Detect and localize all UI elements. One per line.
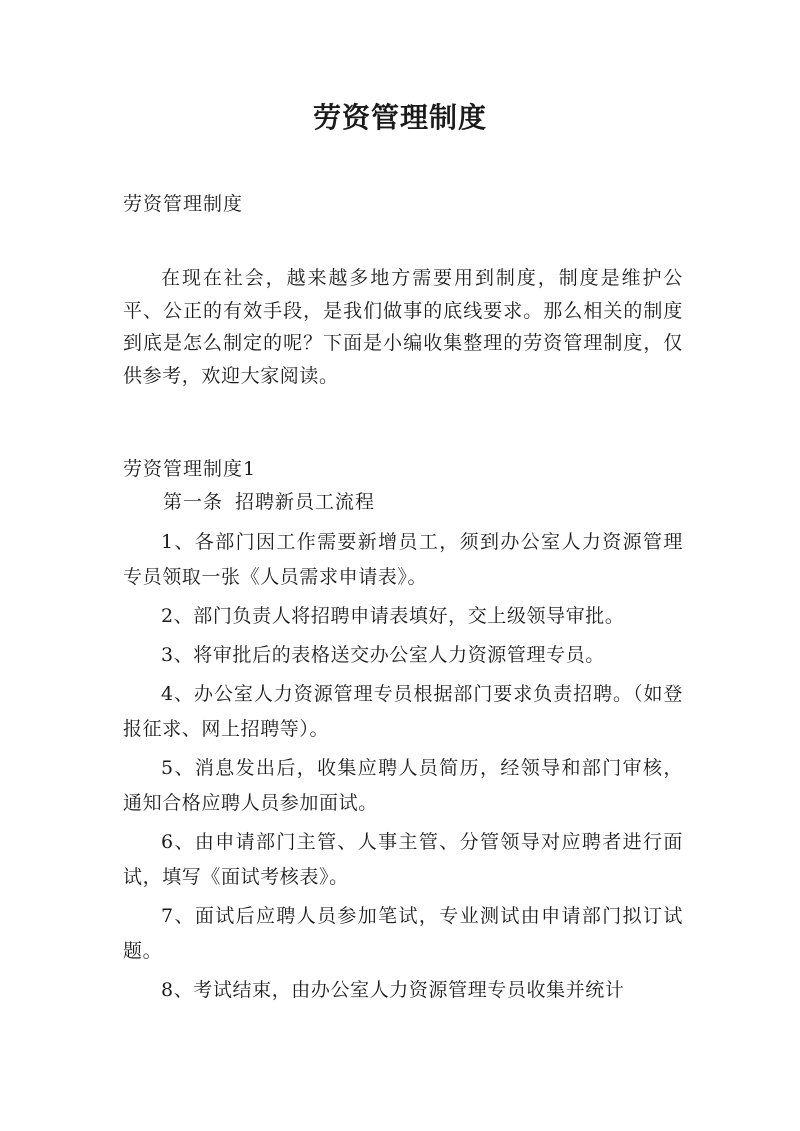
procedure-item: 3、将审批后的表格送交办公室人力资源管理专员。 (161, 644, 605, 666)
article-number: 第一条 (163, 491, 224, 513)
procedure-item: 6、由申请部门主管、人事主管、分管领导对应聘者进行面试，填写《面试考核表》。 (123, 831, 683, 888)
document-title: 劳资管理制度 (312, 101, 487, 134)
intro-paragraph: 在现在社会，越来越多地方需要用到制度，制度是维护公平、公正的有效手段，是我们做事的底线要求。那么相关的制度到底是怎么制定的呢？下面是小编收集整理的劳资管理制度，仅供参考，欢迎大家阅读。 (123, 267, 683, 387)
procedure-item: 5、消息发出后，收集应聘人员简历，经领导和部门审核，通知合格应聘人员参加面试。 (123, 757, 683, 814)
document-subtitle: 劳资管理制度 (123, 193, 244, 215)
procedure-item: 7、面试后应聘人员参加笔试，专业测试由申请部门拟订试题。 (123, 905, 683, 962)
procedure-list (123, 525, 683, 1012)
section-heading: 劳资管理制度1 (123, 458, 257, 480)
procedure-item: 1、各部门因工作需要新增员工，须到办公室人力资源管理专员领取一张《人员需求申请表》。 (123, 531, 683, 588)
procedure-item: 4、办公室人力资源管理专员根据部门要求负责招聘。（如登报征求、网上招聘等）。 (123, 683, 683, 740)
article-title: 招聘新员工流程 (235, 491, 376, 513)
article-heading (163, 488, 375, 516)
procedure-item: 2、部门负责人将招聘申请表填好，交上级领导审批。 (161, 605, 625, 627)
procedure-item: 8、考试结束，由办公室人力资源管理专员收集并统计 (161, 979, 625, 1001)
